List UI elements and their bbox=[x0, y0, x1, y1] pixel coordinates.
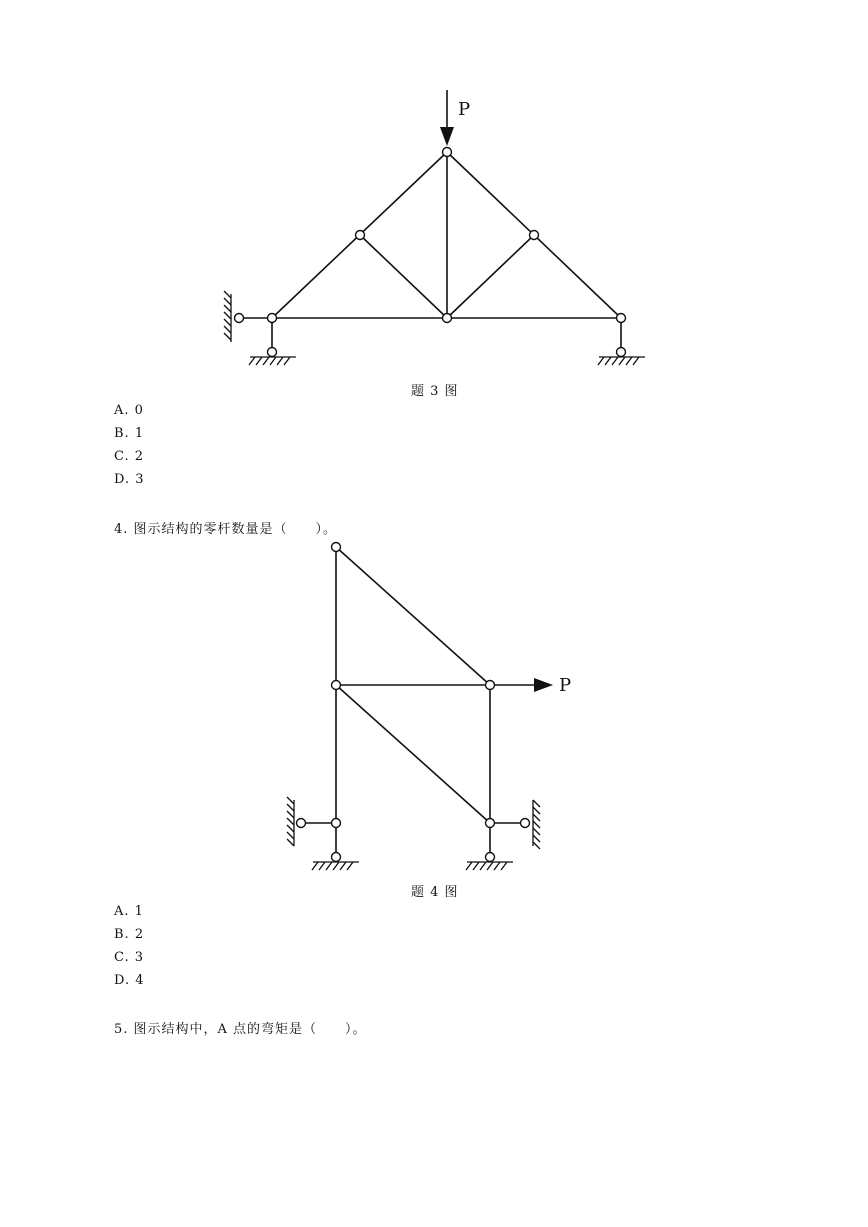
option-3-d[interactable]: D. 3 bbox=[114, 472, 145, 487]
option-4-d[interactable]: D. 4 bbox=[114, 973, 145, 988]
left-supports bbox=[224, 291, 296, 365]
option-4-a[interactable]: A. 1 bbox=[114, 904, 144, 919]
option-4-c[interactable]: C. 3 bbox=[114, 950, 145, 965]
truss-members bbox=[272, 152, 621, 318]
left-supports bbox=[287, 797, 359, 870]
right-support bbox=[598, 318, 645, 365]
question-5-stem: 5. 图示结构中，A 点的弯矩是（ ）。 bbox=[114, 1022, 367, 1037]
figure-caption-3: 题 3 图 bbox=[411, 384, 459, 399]
frame-members bbox=[336, 547, 490, 857]
option-4-b[interactable]: B. 2 bbox=[114, 927, 145, 942]
question-4-stem: 4. 图示结构的零杆数量是（ ）。 bbox=[114, 522, 338, 537]
load-label-p: P bbox=[559, 675, 572, 696]
figure-question-4 bbox=[0, 530, 868, 880]
option-3-b[interactable]: B. 1 bbox=[114, 426, 145, 441]
option-3-a[interactable]: A. 0 bbox=[114, 403, 144, 418]
load-arrow-p bbox=[490, 678, 553, 692]
figure-question-3 bbox=[0, 0, 868, 380]
load-label-p: P bbox=[458, 99, 471, 120]
load-arrow-p bbox=[440, 90, 454, 146]
figure-caption-4: 题 4 图 bbox=[411, 885, 459, 900]
option-3-c[interactable]: C. 2 bbox=[114, 449, 145, 464]
